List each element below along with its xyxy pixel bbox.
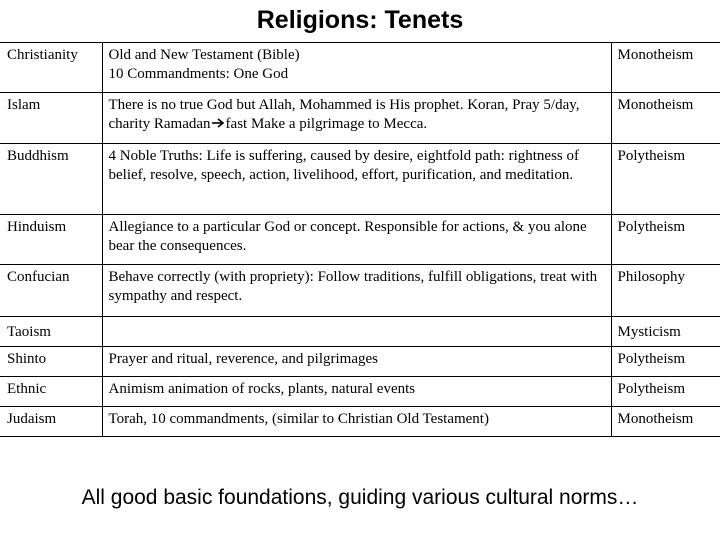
religion-type: Polytheism <box>611 144 720 215</box>
religion-name: Taoism <box>0 317 102 347</box>
footer-caption: All good basic foundations, guiding various cultural norms… <box>81 486 639 509</box>
religion-tenets: Prayer and ritual, reverence, and pilgrimages <box>102 347 611 377</box>
religion-tenets: Torah, 10 commandments, (similar to Christian Old Testament) <box>102 407 611 437</box>
table-row <box>0 407 720 437</box>
table-row <box>0 43 720 93</box>
tenets-text-before: There is no true God but Allah, Mohammed is His prophet. Koran, Pray 5/day, charity Ramadan <box>108 97 580 132</box>
religion-tenets: Behave correctly (with propriety): Follow traditions, fulfill obligations, treat with sympathy and respect. <box>102 265 611 317</box>
religion-type: Mysticism <box>611 317 720 347</box>
religion-type: Monotheism <box>611 93 720 144</box>
religion-name: Confucian <box>0 265 102 317</box>
religion-name: Buddhism <box>0 144 102 215</box>
religion-tenets: 4 Noble Truths: Life is suffering, caused by desire, eightfold path: rightness of belief, resolve, speech, action, livelihood, effort, purification, and meditation. <box>102 144 611 215</box>
table-row <box>0 347 720 377</box>
religion-tenets: Animism animation of rocks, plants, natural events <box>102 377 611 407</box>
religion-type: Monotheism <box>611 407 720 437</box>
religion-name: Ethnic <box>0 377 102 407</box>
religion-name: Islam <box>0 93 102 144</box>
religion-name: Christianity <box>0 43 102 93</box>
religion-name: Hinduism <box>0 215 102 265</box>
table-row <box>0 265 720 317</box>
religion-type: Polytheism <box>611 347 720 377</box>
religion-tenets <box>102 317 611 347</box>
religion-tenets: Allegiance to a particular God or concept. Responsible for actions, & you alone bear the consequences. <box>102 215 611 265</box>
religion-tenets: Old and New Testament (Bible) 10 Commandments: One God <box>102 43 611 93</box>
religion-type: Philosophy <box>611 265 720 317</box>
table-row <box>0 215 720 265</box>
religion-type: Polytheism <box>611 377 720 407</box>
right-arrow-icon <box>211 117 226 129</box>
page-title: Religions: Tenets <box>256 6 464 34</box>
religion-tenets <box>102 93 611 144</box>
religion-type: Polytheism <box>611 215 720 265</box>
religion-type: Monotheism <box>611 43 720 93</box>
table-row <box>0 93 720 144</box>
table-row <box>0 317 720 347</box>
table-row <box>0 144 720 215</box>
table-row <box>0 377 720 407</box>
tenets-text-after: fast Make a pilgrimage to Mecca. <box>225 116 428 132</box>
religion-name: Shinto <box>0 347 102 377</box>
tenets-table <box>0 42 720 437</box>
religion-name: Judaism <box>0 407 102 437</box>
